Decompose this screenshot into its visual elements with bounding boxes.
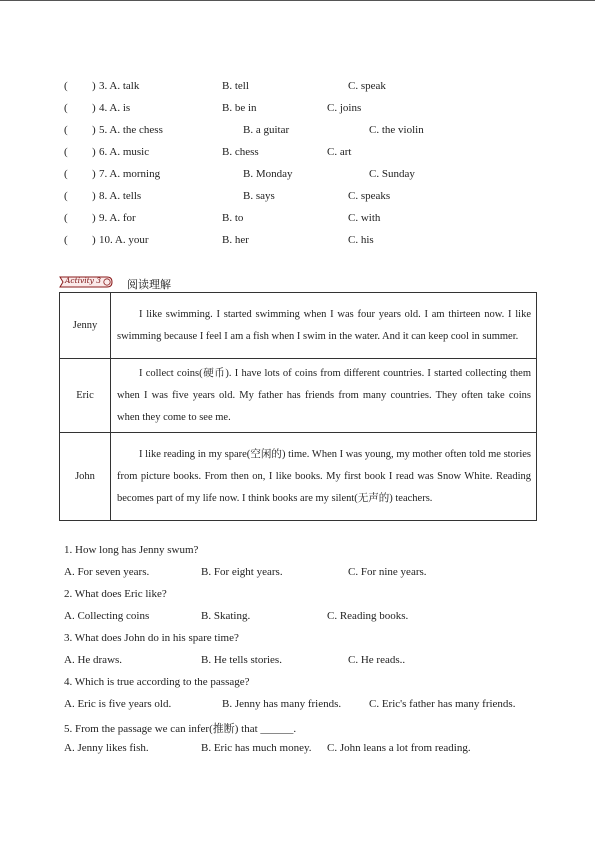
choice-row-6 xyxy=(64,146,564,160)
option-c: C. joins xyxy=(327,102,362,114)
choice-row-10 xyxy=(64,234,564,248)
passage-text: I like reading in my spare(空闲的) time. When I was young, my mother often told me stories from picture books. From then on, I like books. My first book I read was Snow White. Reading becomes part of my life now. I think books are my silent(无声的) teachers. xyxy=(111,433,537,521)
answer-paren-open: ( xyxy=(64,146,68,158)
option-a: 10. A. your xyxy=(99,234,149,246)
option-a: A. He draws. xyxy=(64,654,123,666)
choice-row-4 xyxy=(64,102,564,116)
option-b: B. He tells stories. xyxy=(201,654,282,666)
option-a: A. Jenny likes fish. xyxy=(64,742,149,754)
question-3-options xyxy=(64,654,564,668)
option-c: C. with xyxy=(348,212,381,224)
answer-paren-close: ) xyxy=(92,212,96,224)
choice-row-3 xyxy=(64,80,564,94)
option-b: B. says xyxy=(243,190,275,202)
option-b: B. Eric has much money. xyxy=(201,742,312,754)
answer-paren-open: ( xyxy=(64,190,68,202)
option-a: 8. A. tells xyxy=(99,190,142,202)
option-a: A. For seven years. xyxy=(64,566,150,578)
option-c: C. the violin xyxy=(369,124,424,136)
choice-row-8 xyxy=(64,190,564,204)
option-b: B. chess xyxy=(222,146,259,158)
option-c: C. art xyxy=(327,146,352,158)
option-b: B. her xyxy=(222,234,249,246)
option-b: B. Jenny has many friends. xyxy=(222,698,342,710)
passage-text: I like swimming. I started swimming when I was four years old. I am thirteen now. I like swimming because I feel I am a fish when I swim in the water. And it can keep cool in summer. xyxy=(111,293,537,359)
option-b: B. Monday xyxy=(243,168,293,180)
answer-paren-close: ) xyxy=(92,146,96,158)
section-title: 阅读理解 xyxy=(127,278,171,291)
option-b: B. a guitar xyxy=(243,124,290,136)
option-b: B. Skating. xyxy=(201,610,251,622)
passage-name: Jenny xyxy=(60,293,111,359)
choice-row-9 xyxy=(64,212,564,226)
answer-paren-open: ( xyxy=(64,80,68,92)
question-5 xyxy=(64,720,564,734)
question-1 xyxy=(64,544,564,558)
question-text: 5. From the passage we can infer(推断) that ______. xyxy=(64,723,297,735)
option-c: C. Sunday xyxy=(369,168,415,180)
option-c: C. speak xyxy=(348,80,386,92)
choice-row-5 xyxy=(64,124,564,138)
option-a: 6. A. music xyxy=(99,146,150,158)
option-c: C. For nine years. xyxy=(348,566,427,578)
option-a: 4. A. is xyxy=(99,102,131,114)
passage-row-jenny xyxy=(60,293,537,359)
question-2-options xyxy=(64,610,564,624)
answer-paren-open: ( xyxy=(64,212,68,224)
option-a: 5. A. the chess xyxy=(99,124,163,136)
option-b: B. to xyxy=(222,212,244,224)
question-2 xyxy=(64,588,564,602)
choice-row-7 xyxy=(64,168,564,182)
option-c: C. He reads.. xyxy=(348,654,406,666)
answer-paren-close: ) xyxy=(92,190,96,202)
passage-row-john xyxy=(60,433,537,521)
question-text: 2. What does Eric like? xyxy=(64,588,167,600)
answer-paren-open: ( xyxy=(64,124,68,136)
answer-paren-open: ( xyxy=(64,168,68,180)
passage-name: Eric xyxy=(60,359,111,433)
passage-row-eric xyxy=(60,359,537,433)
answer-paren-close: ) xyxy=(92,124,96,136)
question-5-options xyxy=(64,742,564,756)
activity-badge-text: Activity 3 xyxy=(65,276,102,285)
question-1-options xyxy=(64,566,564,580)
option-b: B. For eight years. xyxy=(201,566,283,578)
option-a: A. Eric is five years old. xyxy=(64,698,172,710)
answer-paren-close: ) xyxy=(92,168,96,180)
reading-passages-table xyxy=(59,292,537,521)
question-3 xyxy=(64,632,564,646)
option-c: C. speaks xyxy=(348,190,391,202)
option-a: A. Collecting coins xyxy=(64,610,150,622)
question-4-options xyxy=(64,698,564,712)
answer-paren-open: ( xyxy=(64,234,68,246)
answer-paren-close: ) xyxy=(92,234,96,246)
passage-text: I collect coins(硬币). I have lots of coins from different countries. I started collecting them when I was five years old. My father has friends from many countries. They often take coins when they come to see me. xyxy=(111,359,537,433)
answer-paren-open: ( xyxy=(64,102,68,114)
activity-badge xyxy=(57,275,115,289)
option-c: C. Reading books. xyxy=(327,610,409,622)
option-b: B. tell xyxy=(222,80,249,92)
option-c: C. his xyxy=(348,234,374,246)
question-text: 4. Which is true according to the passage? xyxy=(64,676,250,688)
answer-paren-close: ) xyxy=(92,102,96,114)
passage-name: John xyxy=(60,433,111,521)
top-border-line xyxy=(0,0,595,1)
option-a: 7. A. morning xyxy=(99,168,161,180)
question-text: 1. How long has Jenny swum? xyxy=(64,544,199,556)
answer-paren-close: ) xyxy=(92,80,96,92)
option-a: 9. A. for xyxy=(99,212,136,224)
question-text: 3. What does John do in his spare time? xyxy=(64,632,239,644)
option-c: C. Eric's father has many friends. xyxy=(369,698,516,710)
option-a: 3. A. talk xyxy=(99,80,140,92)
option-c: C. John leans a lot from reading. xyxy=(327,742,471,754)
option-b: B. be in xyxy=(222,102,257,114)
question-4 xyxy=(64,676,564,690)
